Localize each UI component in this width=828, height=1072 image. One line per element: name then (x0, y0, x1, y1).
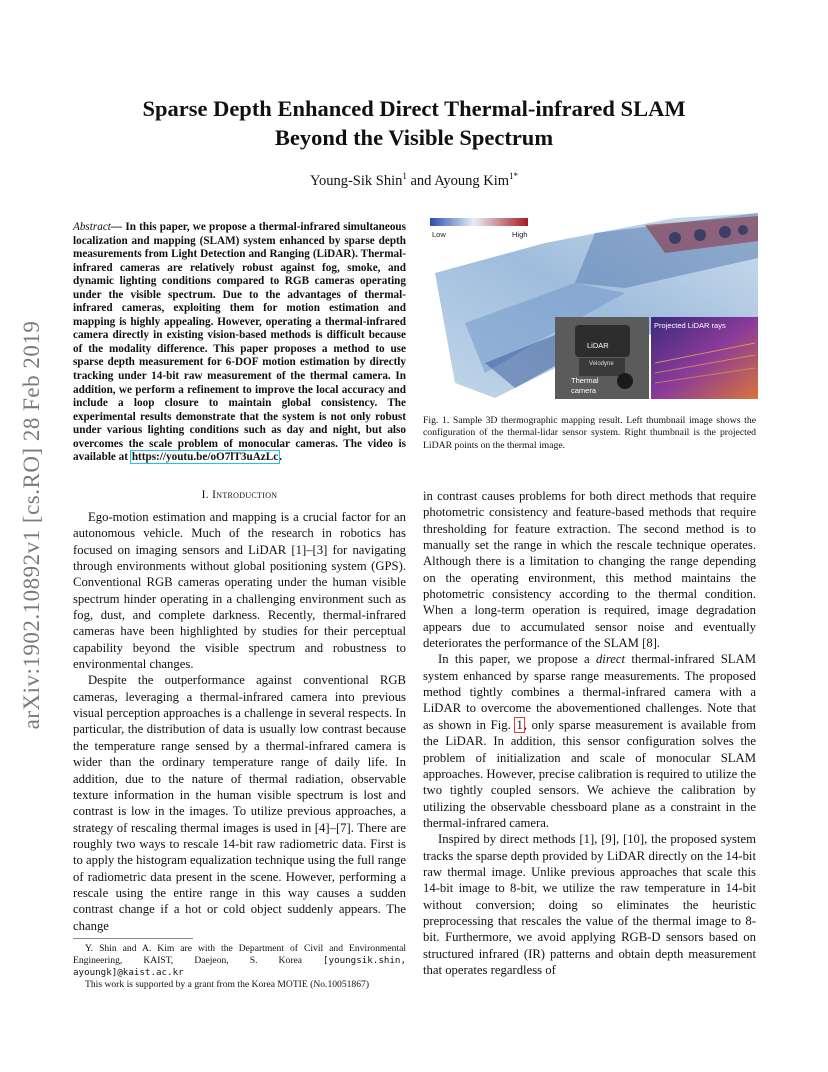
figure-1 (425, 213, 758, 403)
colorbar-low-label: Low (432, 230, 446, 239)
footnote (73, 943, 406, 991)
figure-ref-link[interactable]: 1 (516, 717, 523, 732)
para4-part-c: , only sparse measurement is available from the LiDAR. In addition, this sensor configuration solves the problem of initialization and scale of monocular SLAM approaches. However, precise calibration is required to utilize the two tightly coupled sensors. We achieve the calibration by utilizing the observable chessboard plane as a constraint in the thermal-infrared camera. (423, 717, 756, 830)
paragraph-intro-1: Ego-motion estimation and mapping is a crucial factor for an autonomous vehicle. Much of the research in robotics has focused on imaging sensors and LiDAR [1]–[3] for navigating through environments without global positioning system (GPS). Conventional RGB cameras operating under the human visible spectrum hinder operating in a challenging environment such as fog, dust, and complete darkness. Recently, thermal-infrared cameras have been highlighted by studies for their perceptual capability beyond the visible spectrum and robustness to environmental changes. (73, 510, 406, 672)
right-column-body (423, 488, 756, 978)
camera-label: camera (571, 386, 597, 395)
paragraph-intro-2: Despite the outperformance against conventional RGB cameras, leveraging a thermal-infrared camera into previous visual perception approaches is a challenge in several respects. In particular, the distribution of data is usually low contrast because the temperature range sensed by a thermal-infrared camera is wider than the ordinary temperature range of daily life. In addition, due to the nature of thermal radiation, observable texture information in the human visible spectrum is lost and contrast is low in the images. To utilize previous approaches, a strategy of rescaling thermal images is used in [4]–[7]. There are roughly two ways to rescale 14-bit raw radiometric data. First is to apply the histogram equalization technique using the full range of radiometric data present in the scene. However, performing a rescale using the entire range in this way causes a sudden contrast change if a hot or cold object suddenly appears. The change (73, 673, 406, 933)
colorbar-high-label: High (512, 230, 528, 239)
author-2-affiliation: 1* (509, 171, 519, 181)
abstract-label: Abstract (73, 221, 111, 233)
section-number: I. (201, 489, 213, 501)
paragraph-intro-3: in contrast causes problems for both direct methods that require photometric consistency and feature-based methods that require thresholding for feature extraction. The second method is to manually set the range in which the rescale technique operates. Although there is a limitation to changing the range depending on the operating environment, this method maintains the photometric consistency according to the thermal condition. When a long-term operation is required, image degradation appears due to accumulated sensor noise and eventually deteriorates the performance of the SLAM [8]. (423, 489, 756, 651)
footnote-funding: This work is supported by a grant from the Korea MOTIE (No.10051867) (85, 979, 370, 990)
footnote-affiliation-text: Y. Shin and A. Kim are with the Department of Civil and Environmental Engineering, KAIST, Daejeon, S. Korea (73, 943, 406, 966)
paper-title (0, 94, 828, 152)
footnote-emails: [youngsik.shin, ayoungk]@kaist.ac.kr (73, 955, 406, 978)
abstract (73, 221, 406, 465)
thermographic-map-image (425, 213, 758, 403)
paragraph-intro-5: Inspired by direct methods [1], [9], [10], the proposed system tracks the sparse depth provided by LiDAR directly on the 14-bit raw thermal image. Unlike previous approaches that scale this 14-bit image to 8-bit, we utilize the raw temperature in 14-bit without conversion; doing so eliminates the heuristic preprocessing that rescales the value of the thermal image to 8-bit. Furthermore, we avoid applying RGB-D sensors based on structured infrared (IR) patterns and obtain depth measurement that operates regardless of (423, 832, 756, 977)
lidar-label: LiDAR (587, 341, 609, 350)
abstract-body: In this paper, we propose a thermal-infrared simultaneous localization and mapping (SLAM) system enhanced by sparse depth measurements from Light Detection and Ranging (LiDAR). Thermal-infrared cameras are relatively robust against fog, smoke, and dynamic lighting conditions compared to RGB cameras operating under the visible spectrum. Due to the advantages of thermal-infrared cameras, exploiting them for motion estimation and mapping is highly appealing. However, operating a thermal-infrared camera directly in existing vision-based methods is difficult because of the modality difference. This paper proposes a method to use sparse depth measurement for 6-DOF motion estimation by directly tracking under 14-bit raw measurement of the thermal camera. In addition, we perform a refinement to improve the local accuracy and include a loop closure to maintain global consistency. The experimental results demonstrate that the system is not only robust under various lighting conditions such as day and night, but also overcomes the scale problem of monocular cameras. The video is available at (73, 221, 406, 464)
title-line-2: Beyond the Visible Spectrum (274, 125, 554, 150)
footnote-affiliation (73, 943, 406, 979)
title-line-1: Sparse Depth Enhanced Direct Thermal-infrared SLAM (142, 96, 686, 121)
author-2: Ayoung Kim (434, 172, 510, 189)
author-1: Young-Sik Shin (309, 172, 403, 189)
arxiv-identifier: arXiv:1902.10892v1 [cs.RO] 28 Feb 2019 (19, 320, 44, 730)
abstract-dash: — (110, 221, 126, 233)
author-1-affiliation: 1 (402, 171, 407, 181)
para4-part-a: In this paper, we propose a (438, 652, 596, 667)
paragraph-intro-4 (423, 651, 756, 831)
video-link[interactable]: https://youtu.be/oO7lT3uAzLc (131, 451, 279, 464)
author-conjunction: and (406, 172, 435, 189)
section-title: Introduction (212, 489, 278, 501)
para4-emphasis: direct (595, 652, 626, 667)
para4-part-b: thermal-infrared SLAM system enhanced by sparse range measurements. The proposed method tightly combines a thermal-infrared camera with a LiDAR to overcome the abovementioned challenges. Note that as shown in Fig. (423, 652, 756, 732)
projected-rays-label: Projected LiDAR rays (654, 321, 726, 330)
author-list (0, 171, 828, 190)
velodyne-label: Velodyne (589, 361, 614, 367)
colorbar (430, 218, 528, 226)
figure-1-caption: Fig. 1. Sample 3D thermographic mapping result. Left thumbnail image shows the configuration of the thermal-lidar sensor system. Right thumbnail is the projected LiDAR points on the thermal image. (423, 415, 756, 451)
arxiv-sidebar (2, 270, 62, 780)
footnote-divider (73, 938, 193, 939)
thermal-label: Thermal (571, 376, 599, 385)
left-column-body (73, 509, 406, 934)
abstract-end: . (279, 451, 282, 464)
section-heading-introduction (73, 489, 406, 501)
